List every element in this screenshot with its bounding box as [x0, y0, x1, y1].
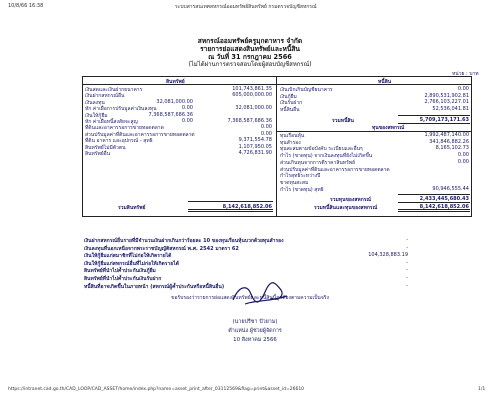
equity-row-value: 0.00: [457, 158, 469, 165]
asset-row-label: สินทรัพย์ไม่มีตัวตน: [85, 144, 126, 151]
asset-row-label: สินทรัพย์อื่น: [85, 151, 111, 157]
asset-row-label: ที่ดินและอาคารรอการขายทอดตลาด: [85, 125, 164, 132]
asset-row-label: เงินสดและเงินฝากธนาคาร: [85, 87, 143, 93]
signer-position: ตำแหน่ง ผู้ช่วยผู้จัดการ: [228, 328, 282, 334]
note-value: 104,328,883.19: [368, 252, 408, 259]
liabilities-total-label: รวมหนี้สิน: [332, 117, 354, 124]
equity-row-label: กำไรสุทธิระหว่างปี: [280, 173, 321, 180]
liability-row-value: 52,536,041.81: [432, 105, 469, 112]
liability-row-label: เงินกู้ยืม: [280, 93, 297, 100]
asset-row-col2: 9,371,554.78: [238, 137, 272, 144]
asset-row-col1: 0.00: [181, 118, 193, 124]
asset-row-label: เงินลงทุน: [85, 99, 105, 106]
print-header-title: ระบบสารสนเทศสหกรณ์ออมทรัพย์สินทรัพย์ กรมตรวจบัญชีสหกรณ์: [175, 4, 317, 10]
liabilities-heading: หนี้สิน: [378, 78, 392, 85]
equity-row-label: กำไร (ขาดทุน) จากเงินลงทุนที่ยังไม่เกิดขึ้น: [280, 153, 373, 160]
note-text: สินทรัพย์ที่นำไปค้ำประกันเงินรับฝาก: [84, 276, 162, 282]
asset-row-col2: 0.00: [260, 130, 272, 137]
report-title-date: ณ วันที่ 31 กรกฎาคม 2566: [208, 53, 292, 61]
report-title-note: (ไม่ได้ผ่านการตรวจสอบโดยผู้สอบบัญชีสหกรณ์): [188, 61, 312, 68]
asset-row-col2: 7,368,587,686.36: [227, 118, 272, 124]
equity-total-label: รวมทุนของสหกรณ์: [330, 196, 372, 203]
note-text: เงินให้กู้ยืมแก่สมาชิกที่ไม่ก่อให้เกิดรายได้: [84, 253, 172, 260]
asset-row-col1: 7,368,587,686.36: [148, 111, 193, 118]
asset-row-col2: 101,743,861.35: [232, 86, 272, 92]
asset-row-label: ส่วนปรับมูลค่าที่ดินและอาคารรอการขายทอดตลาด: [85, 131, 195, 138]
equity-row-label: ทุนสะสมตามข้อบังคับ ระเบียบและอื่นๆ: [280, 146, 363, 153]
equity-total-value: 2,433,445,680.43: [419, 195, 469, 202]
liability-row-value: 0.00: [457, 86, 469, 92]
asset-row-label: หัก ค่าเผื่อการปรับมูลค่าเงินลงทุน: [85, 106, 157, 113]
equity-row-label: กำไร (ขาดทุน) สุทธิ: [280, 186, 324, 193]
asset-row-col2: 4,726,831.90: [238, 150, 272, 156]
asset-row-col2: 0.00: [260, 124, 272, 131]
assets-total-label: รวมสินทรัพย์: [118, 205, 146, 211]
liability-row-label: เงินรับฝาก: [280, 100, 303, 107]
equity-row-value: 341,846,882.26: [429, 138, 469, 145]
liability-row-label: หนี้สินอื่น: [280, 106, 300, 113]
report-title-coop: สหกรณ์ออมทรัพย์ครูมุกดาหาร จำกัด: [197, 37, 303, 45]
grand-total-label: รวมหนี้สินและทุนของสหกรณ์: [314, 205, 378, 211]
equity-row-label: ส่วนปรับมูลค่าที่ดินและอาคารรอการขายทอดตลาด: [280, 166, 390, 173]
note-text: เงินให้กู้ยืมแก่สหกรณ์อื่นที่ไม่ก่อให้เกิดรายได้: [84, 260, 179, 267]
asset-row-label: เงินฝากสหกรณ์อื่น: [85, 93, 125, 100]
asset-row-col2: 1,107,950.05: [238, 143, 272, 150]
asset-row-label: หัก ค่าเผื่อหนี้สงสัยจะสูญ: [85, 119, 138, 125]
equity-row-value: 0.00: [457, 152, 469, 159]
footer-url: https://intranet.cad.go.th/CAD_LOOP/CAD_ASSET/home/index.php?name=asset_print_after_03112569&flag=print&asset_id=26610: [8, 387, 305, 392]
asset-row-label: ที่ดิน อาคาร และอุปกรณ์ - สุทธิ: [85, 138, 153, 145]
signed-date: 10 สิงหาคม 2566: [233, 337, 277, 343]
liability-row-value: 2,766,103,227.01: [424, 99, 469, 106]
liability-row-value: 2,890,531,902.81: [424, 92, 469, 99]
asset-row-col2: 32,081,000.00: [235, 105, 272, 112]
certify-text: ขอรับรองว่ารายการย่อแสดงสินทรัพย์และหนี้สินนี้ถูกต้องตามความเป็นจริง: [171, 295, 329, 301]
note-value: -: [406, 267, 408, 274]
liability-row-label: เงินเบิกเกินบัญชีธนาคาร: [280, 87, 333, 93]
note-value: -: [406, 237, 408, 243]
note-value: -: [406, 282, 408, 289]
equity-row-label: ทุนสำรอง: [280, 139, 301, 146]
asset-row-col2: 605,000,000.00: [232, 92, 272, 99]
note-text: เงินฝากสหกรณ์อื่นรายที่มีจำนวนเงินฝากเกินกว่าร้อยละ 10 ของทุนเรือนหุ้นบวกด้วยทุนสำรอง: [84, 238, 284, 244]
note-text: เงินลงทุนที่นอกเหนือจากพระราชบัญญัติสหกรณ์ พ.ศ. 2542 มาตรา 62: [84, 245, 239, 252]
equity-row-label: ทุนเรือนหุ้น: [280, 133, 305, 139]
equity-row-value: 90,946,555.44: [432, 185, 469, 192]
note-text: สินทรัพย์ที่นำไปค้ำประกันเงินกู้ยืม: [84, 268, 156, 275]
asset-row-label: เงินให้กู้ยืม: [85, 112, 108, 119]
note-value: -: [406, 275, 408, 281]
equity-row-value: 1,992,487,140.00: [424, 132, 469, 138]
assets-total-value: 8,142,618,852.06: [222, 204, 272, 210]
equity-row-value: 8,165,102.73: [435, 145, 469, 152]
grand-total-value: 8,142,618,852.06: [419, 204, 469, 210]
liabilities-total-value: 5,709,173,171.63: [419, 116, 469, 123]
unit-label: หน่วย : บาท: [452, 71, 479, 77]
signature-scribble: [225, 280, 295, 310]
equity-row-label: ขาดทุนสะสม: [280, 179, 309, 186]
note-value: -: [406, 259, 408, 266]
equity-row-label: ส่วนเกินทุนจากการตีราคาสินทรัพย์: [280, 159, 355, 166]
print-datetime: 10/8/66 16:38: [8, 3, 44, 9]
report-title-statement: รายการย่อแสดงสินทรัพย์และหนี้สิน: [200, 45, 300, 53]
note-text: หนี้สินที่อาจเกิดขึ้นในภายหน้า (สหกรณ์ผู้ค้ำประกันหรือหนี้สินอื่น): [84, 283, 225, 290]
note-value: -: [406, 244, 408, 251]
footer-page-number: 1/1: [478, 387, 486, 392]
assets-heading: สินทรัพย์: [166, 78, 185, 85]
equity-heading: ทุนของสหกรณ์: [372, 125, 405, 131]
signer-name: (นายปรีชา ปัวยาม): [232, 319, 278, 325]
asset-row-col1: 0.00: [181, 105, 193, 112]
asset-row-col1: 32,081,000.00: [156, 98, 193, 105]
